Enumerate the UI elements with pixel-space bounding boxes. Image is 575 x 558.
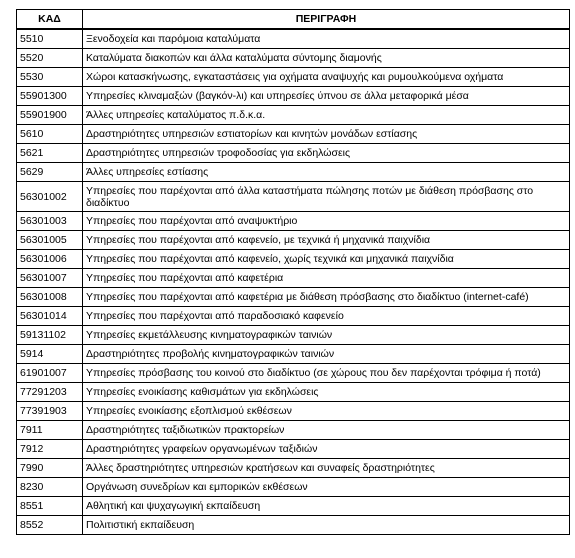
table-row bbox=[17, 106, 570, 125]
table-row bbox=[17, 402, 570, 421]
kad-code-cell: 55901900 bbox=[17, 106, 83, 125]
description-cell: Άλλες υπηρεσίες καταλύματος π.δ.κ.α. bbox=[83, 106, 570, 125]
description-cell: Υπηρεσίες που παρέχονται από καφενείο, χωρίς τεχνικά και μηχανικά παιχνίδια bbox=[83, 250, 570, 269]
header-description: ΠΕΡΙΓΡΑΦΗ bbox=[83, 10, 570, 30]
table-row bbox=[17, 49, 570, 68]
description-cell: Οργάνωση συνεδρίων και εμπορικών εκθέσεων bbox=[83, 478, 570, 497]
table-row bbox=[17, 440, 570, 459]
kad-code-cell: 5610 bbox=[17, 125, 83, 144]
kad-code-cell: 7990 bbox=[17, 459, 83, 478]
description-cell: Υπηρεσίες που παρέχονται από καφετέρια με διάθεση πρόσβασης στο διαδίκτυο (internet-café) bbox=[83, 288, 570, 307]
description-cell: Υπηρεσίες που παρέχονται από αναψυκτήριο bbox=[83, 212, 570, 231]
kad-code-cell: 56301003 bbox=[17, 212, 83, 231]
description-cell: Πολιτιστική εκπαίδευση bbox=[83, 516, 570, 535]
table-body bbox=[17, 29, 570, 535]
kad-code-cell: 8551 bbox=[17, 497, 83, 516]
description-cell: Χώροι κατασκήνωσης, εγκαταστάσεις για οχήματα αναψυχής και ρυμουλκούμενα οχήματα bbox=[83, 68, 570, 87]
header-row bbox=[17, 10, 570, 30]
table-row bbox=[17, 364, 570, 383]
kad-code-cell: 56301002 bbox=[17, 182, 83, 212]
kad-code-cell: 7911 bbox=[17, 421, 83, 440]
table-row bbox=[17, 478, 570, 497]
table-row bbox=[17, 269, 570, 288]
kad-code-cell: 59131102 bbox=[17, 326, 83, 345]
header-kad: ΚΑΔ bbox=[17, 10, 83, 30]
kad-code-cell: 5629 bbox=[17, 163, 83, 182]
table-row bbox=[17, 182, 570, 212]
table-row bbox=[17, 383, 570, 402]
table-row bbox=[17, 516, 570, 535]
description-cell: Δραστηριότητες υπηρεσιών εστιατορίων και κινητών μονάδων εστίασης bbox=[83, 125, 570, 144]
kad-code-cell: 61901007 bbox=[17, 364, 83, 383]
table-row bbox=[17, 87, 570, 106]
table-row bbox=[17, 345, 570, 364]
description-cell: Υπηρεσίες κλιναμαξών (βαγκόν-λι) και υπηρεσίες ύπνου σε άλλα μεταφορικά μέσα bbox=[83, 87, 570, 106]
table-row bbox=[17, 250, 570, 269]
kad-code-cell: 7912 bbox=[17, 440, 83, 459]
kad-code-cell: 5914 bbox=[17, 345, 83, 364]
description-cell: Ξενοδοχεία και παρόμοια καταλύματα bbox=[83, 29, 570, 49]
kad-code-cell: 55901300 bbox=[17, 87, 83, 106]
table-row bbox=[17, 459, 570, 478]
description-cell: Δραστηριότητες προβολής κινηματογραφικών ταινιών bbox=[83, 345, 570, 364]
kad-code-cell: 8230 bbox=[17, 478, 83, 497]
table-row bbox=[17, 421, 570, 440]
table-row bbox=[17, 163, 570, 182]
table-row bbox=[17, 144, 570, 163]
table-header bbox=[17, 10, 570, 30]
description-cell: Αθλητική και ψυχαγωγική εκπαίδευση bbox=[83, 497, 570, 516]
description-cell: Υπηρεσίες εκμετάλλευσης κινηματογραφικών ταινιών bbox=[83, 326, 570, 345]
table-row bbox=[17, 231, 570, 250]
description-cell: Καταλύματα διακοπών και άλλα καταλύματα σύντομης διαμονής bbox=[83, 49, 570, 68]
description-cell: Άλλες δραστηριότητες υπηρεσιών κρατήσεων και συναφείς δραστηριότητες bbox=[83, 459, 570, 478]
table-row bbox=[17, 125, 570, 144]
description-cell: Άλλες υπηρεσίες εστίασης bbox=[83, 163, 570, 182]
description-cell: Δραστηριότητες γραφείων οργανωμένων ταξιδιών bbox=[83, 440, 570, 459]
kad-code-cell: 56301005 bbox=[17, 231, 83, 250]
description-cell: Υπηρεσίες πρόσβασης του κοινού στο διαδίκτυο (σε χώρους που δεν παρέχονται τρόφιμα ή ποτά) bbox=[83, 364, 570, 383]
description-cell: Υπηρεσίες που παρέχονται από καφενείο, με τεχνικά ή μηχανικά παιχνίδια bbox=[83, 231, 570, 250]
table-row bbox=[17, 307, 570, 326]
kad-code-cell: 5520 bbox=[17, 49, 83, 68]
kad-code-cell: 8552 bbox=[17, 516, 83, 535]
kad-code-cell: 56301014 bbox=[17, 307, 83, 326]
description-cell: Υπηρεσίες ενοικίασης εξοπλισμού εκθέσεων bbox=[83, 402, 570, 421]
kad-table bbox=[16, 9, 570, 535]
table-row bbox=[17, 497, 570, 516]
description-cell: Υπηρεσίες που παρέχονται από καφετέρια bbox=[83, 269, 570, 288]
description-cell: Υπηρεσίες ενοικίασης καθισμάτων για εκδηλώσεις bbox=[83, 383, 570, 402]
kad-code-cell: 77391903 bbox=[17, 402, 83, 421]
description-cell: Δραστηριότητες ταξιδιωτικών πρακτορείων bbox=[83, 421, 570, 440]
kad-code-cell: 5621 bbox=[17, 144, 83, 163]
table-row bbox=[17, 29, 570, 49]
table-row bbox=[17, 68, 570, 87]
table-row bbox=[17, 326, 570, 345]
kad-code-cell: 56301006 bbox=[17, 250, 83, 269]
table-row bbox=[17, 288, 570, 307]
description-cell: Δραστηριότητες υπηρεσιών τροφοδοσίας για εκδηλώσεις bbox=[83, 144, 570, 163]
kad-code-cell: 5510 bbox=[17, 29, 83, 49]
kad-code-cell: 56301007 bbox=[17, 269, 83, 288]
kad-code-cell: 56301008 bbox=[17, 288, 83, 307]
description-cell: Υπηρεσίες που παρέχονται από άλλα καταστήματα πώλησης ποτών με διάθεση πρόσβασης στο διαδίκτυο bbox=[83, 182, 570, 212]
kad-code-cell: 5530 bbox=[17, 68, 83, 87]
kad-code-cell: 77291203 bbox=[17, 383, 83, 402]
description-cell: Υπηρεσίες που παρέχονται από παραδοσιακό καφενείο bbox=[83, 307, 570, 326]
table-row bbox=[17, 212, 570, 231]
